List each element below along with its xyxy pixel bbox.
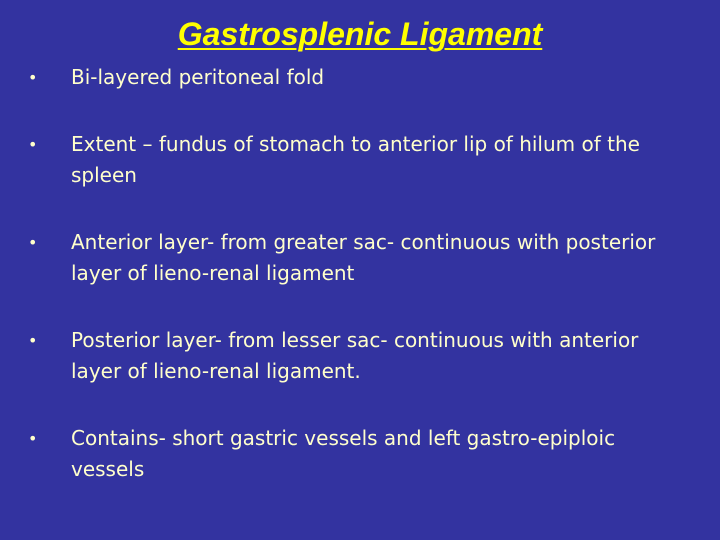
bullet-item [28,325,688,387]
bullet-item [28,62,688,93]
bullet-icon: • [28,135,38,154]
bullet-text: Contains- short gastric vessels and left gastro-epiploic vessels [71,426,616,481]
bullet-icon: • [28,68,38,87]
bullet-icon: • [28,233,38,252]
bullet-icon: • [28,331,38,350]
bullet-item [28,423,688,485]
bullet-item [28,129,688,191]
bullet-item [28,227,688,289]
bullet-icon: • [28,429,38,448]
bullet-text: Extent – fundus of stomach to anterior lip of hilum of the spleen [71,132,640,187]
bullet-text: Bi-layered peritoneal fold [71,65,325,89]
bullet-text: Anterior layer- from greater sac- continuous with posterior layer of lieno-renal ligament [71,230,656,285]
bullet-list [28,62,688,521]
slide-title: Gastrosplenic Ligament [177,16,543,52]
bullet-text: Posterior layer- from lesser sac- continuous with anterior layer of lieno-renal ligament. [71,328,639,383]
